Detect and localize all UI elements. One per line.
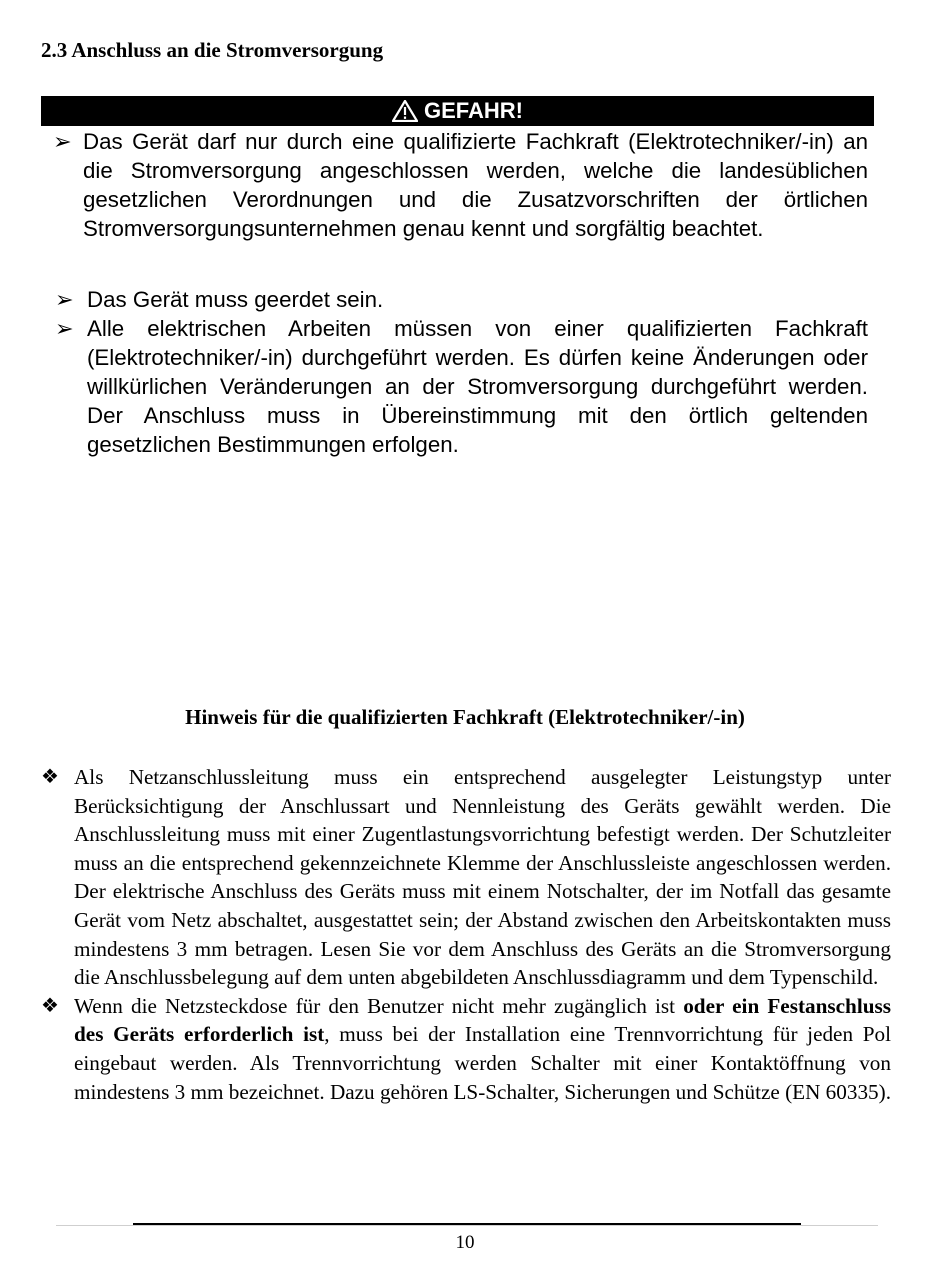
diamond-bullet-icon: ❖ <box>41 994 59 1017</box>
danger-item-text: Alle elektrischen Arbeiten müssen von einer qualifizierten Fachkraft (Elektrotechniker/-in) durchgeführt werden. Es dürfen keine Änderungen oder willkürlichen Veränderungen an der Stromversorgung durchgeführt werden. Der Anschluss muss in Übereinstimmung mit den örtlich geltenden gesetzlichen Bestimmungen erfolgen. <box>87 316 868 457</box>
note-item <box>41 763 891 992</box>
section-title: 2.3 Anschluss an die Stromversorgung <box>41 38 384 62</box>
danger-list-first <box>41 127 868 243</box>
danger-item-text: Das Gerät darf nur durch eine qualifizierte Fachkraft (Elektrotechniker/-in) an die Stromversorgung angeschlossen werden, welche die landesüblichen gesetzlichen Verordnungen und die Zusatzvorschriften der örtlichen Stromversorgungsunternehmen genau kennt und sorgfältig beachtet. <box>83 129 868 241</box>
diamond-bullet-icon: ❖ <box>41 766 59 788</box>
arrow-bullet-icon: ➢ <box>53 129 72 154</box>
note-item-text: , muss bei der Installation eine Trennvorrichtung für jeden Pol eingebaut werden. Als Trennvorrichtung werden Schalter mit einer Kontaktöffnung von mindestens 3 mm bezeichnet. Dazu gehören LS-Schalter, Sicherungen und Schütze (EN 60335). <box>74 1022 892 1104</box>
danger-list-second <box>41 285 868 459</box>
arrow-bullet-icon: ➢ <box>55 316 74 341</box>
hint-title: Hinweis für die qualifizierten Fachkraft (Elektrotechniker/-in) <box>185 705 745 729</box>
footer-rule <box>56 1225 878 1226</box>
danger-item-text: Das Gerät muss geerdet sein. <box>87 287 384 312</box>
notes-list <box>41 763 891 1106</box>
danger-item <box>41 314 868 459</box>
danger-banner <box>41 96 874 126</box>
page-number: 10 <box>455 1232 475 1253</box>
note-item-text: Wenn die Netzsteckdose für den Benutzer nicht mehr zugänglich ist <box>74 993 684 1018</box>
note-item-bold-text: oder ein Festanschluss des Geräts erforderlich ist <box>74 993 891 1047</box>
arrow-bullet-icon: ➢ <box>55 287 74 312</box>
danger-label: GEFAHR! <box>424 98 523 123</box>
warning-triangle-icon <box>392 100 418 122</box>
note-item-text: Als Netzanschlussleitung muss ein entsprechend ausgelegter Leistungstyp unter Berücksichtigung der Anschlussart und Nennleistung des Geräts gewählt werden. Die Anschlussleitung muss mit einer Zugentlastungsvorrichtung befestigt werden. Der Schutzleiter muss an die entsprechend gekennzeichnete Klemme der Anschlussleiste angeschlossen werden. Der elektrische Anschluss des Geräts muss mit einem Notschalter, der im Notfall das gesamte Gerät vom Netz abschaltet, ausgestattet sein; der Abstand zwischen den Arbeitskontakten muss mindestens 3 mm betragen. Lesen Sie vor dem Anschluss des Geräts an die Stromversorgung die Anschlussbelegung auf dem unten abgebildeten Anschlussdiagramm und dem Typenschild. <box>74 765 891 990</box>
footer-rule-dark <box>133 1223 801 1225</box>
danger-item <box>41 285 868 314</box>
note-item <box>41 992 891 1106</box>
danger-item <box>41 127 868 243</box>
